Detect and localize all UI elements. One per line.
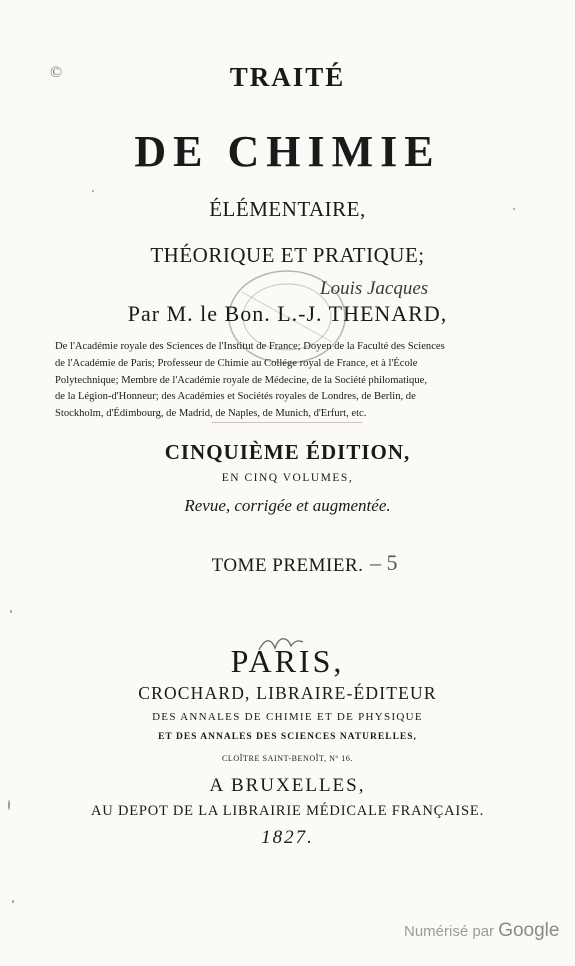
title-de-chimie: DE CHIMIE [134, 127, 441, 176]
tome-label: TOME PREMIER. [211, 555, 364, 576]
subtitle-theorique: THÉORIQUE ET PRATIQUE; [150, 243, 425, 267]
paper-speck [513, 208, 515, 210]
publisher-address: CLOÎTRE SAINT-BENOÎT, Nº 16. [221, 754, 354, 763]
credentials-line: de l'Académie de Paris; Professeur de Chimie au Collége royal de France, et à l'École [55, 357, 418, 369]
watermark-prefix: Numérisé par [404, 923, 495, 940]
margin-c-mark: © [50, 64, 63, 81]
city-bruxelles: A BRUXELLES, [209, 775, 366, 796]
revue-label: Revue, corrigée et augmentée. [184, 496, 391, 515]
title-traite: TRAITÉ [229, 62, 346, 92]
author-credentials [55, 339, 545, 423]
credentials-line: Polytechnique; Membre de l'Académie royale de Médecine, de la Société philomatique, [55, 374, 427, 386]
handwritten-signature: Louis Jacques [320, 278, 429, 299]
paper-speck [12, 900, 14, 903]
volumes-label: EN CINQ VOLUMES, [221, 472, 354, 484]
author-line: Par M. le Bon. L.-J. THENARD, [127, 301, 448, 326]
subtitle-elementaire: ÉLÉMENTAIRE, [209, 197, 366, 221]
publication-year: 1827. [261, 827, 314, 848]
credentials-line: de la Légion-d'Honneur; des Académies et Sociétés royales de Londres, de Berlin, de [55, 391, 416, 403]
depot-line: AU DEPOT DE LA LIBRAIRIE MÉDICALE FRANÇAISE. [91, 803, 484, 819]
google-logo-icon: Google [498, 920, 560, 941]
handwritten-tome-mark: – 5 [370, 550, 398, 575]
paper-speck [8, 800, 10, 810]
city-paris: PARIS, [230, 643, 345, 679]
publisher-annales-line1: DES ANNALES DE CHIMIE ET DE PHYSIQUE [152, 711, 423, 723]
publisher-name: CROCHARD, LIBRAIRE-ÉDITEUR [138, 683, 437, 703]
credentials-line: Stockholm, d'Édimbourg, de Madrid, de Naples, de Munich, d'Erfurt, etc. [55, 408, 367, 420]
divider [212, 422, 362, 423]
paper-speck [10, 610, 12, 613]
publisher-annales-line2: ET DES ANNALES DES SCIENCES NATURELLES, [158, 732, 417, 742]
paper-speck [92, 190, 94, 192]
edition-label: CINQUIÈME ÉDITION, [164, 440, 411, 464]
digitization-watermark [404, 920, 559, 942]
credentials-line: De l'Académie royale des Sciences de l'Institut de France; Doyen de la Faculté des Sciences [55, 341, 445, 352]
